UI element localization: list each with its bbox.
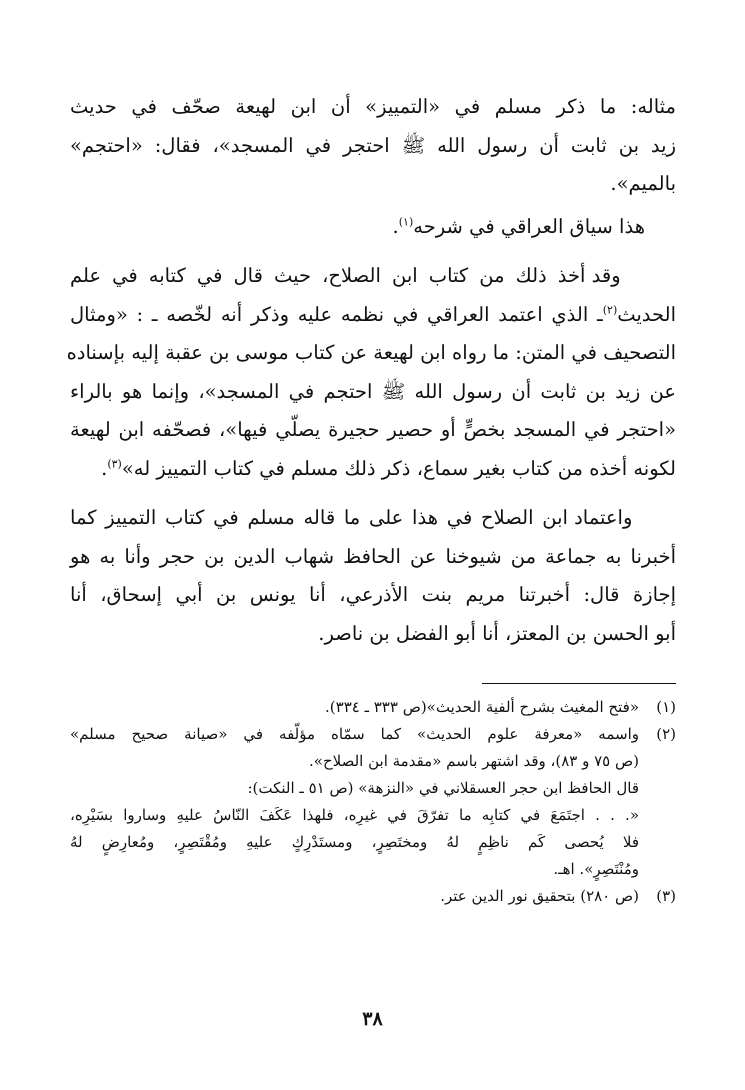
text-segment: لكونه أخذه من كتاب بغير سماع، ذكر ذلك مسلم في كتاب التمييز له» [121, 456, 676, 480]
paragraph-example [70, 88, 676, 204]
text-line [70, 450, 676, 489]
text-line: التصحيف في المتن: ما رواه ابن لهيعة عن كتاب موسى بن عقبة إليه بإسناده [66, 341, 676, 364]
footnote-ref-2: (٢) [602, 303, 618, 316]
text-segment: واعتماد ابن الصلاح في هذا على ما قاله مسلم في كتاب التمييز كما [70, 506, 633, 529]
text-line: أبو الحسن بن المعتز، أنا أبو الفضل بن ناصر. [318, 621, 676, 645]
text-line: بالميم». [610, 172, 676, 195]
text-line: إجازة قال: أخبرتنا مريم بنت الأذرعي، أنا يونس بن أبي إسحاق، أنا [70, 583, 676, 606]
footnote-separator [482, 683, 676, 684]
footnote-ref-3: (٣) [107, 457, 122, 470]
text-line: مثاله: ما ذكر مسلم في «التمييز» أن ابن لهيعة صحّف في حديث [70, 95, 676, 118]
text-segment: الحديث [617, 302, 676, 326]
text-line [70, 296, 676, 335]
footnote-number: (٢) [656, 725, 676, 743]
footnote-number: (٣) [656, 887, 676, 905]
footnote-line: قال الحافظ ابن حجر العسقلاني في «النزهة» (ص ٥١ ـ النكت): [247, 779, 639, 797]
text-line [70, 499, 676, 538]
text-segment: هذا سياق العراقي في شرحه [413, 214, 645, 238]
footnote-line: ومُنْتَصِرٍ». اهـ. [553, 860, 639, 878]
page-number: ٣٨ [362, 1008, 383, 1030]
footnote-line: فلا يُحصى كَم ناظِمٍ لهُ ومختَصِرٍ، ومستَدْرِكٍ عليهِ ومُقْتَصِرٍ، ومُعارِضٍ لهُ [70, 833, 639, 851]
text-line: أخبرنا به جماعة من شيوخنا عن الحافظ شهاب الدين بن حجر وأنا به هو [70, 544, 676, 568]
footnote-ref-1: (١) [398, 215, 414, 228]
footnote-1 [70, 694, 676, 721]
text-segment: . [101, 456, 108, 480]
paragraph-ibn-salah [66, 257, 676, 488]
footnote-line: «فتح المغيث بشرح ألفية الحديث»(ص ٣٣٣ ـ ٣٣٤). [325, 698, 639, 716]
footnote-line: (ص ٧٥ و ٨٣)، وقد اشتهر باسم «مقدمة ابن الصلاح». [309, 752, 639, 770]
text-line: عن زيد بن ثابت أن رسول الله ﷺ احتجم في المسجد»، وإنما هو بالراء [70, 379, 676, 403]
text-line: «احتجر في المسجد بخصٍّ أو حصير حجيرة يصلّي فيها»، فصحّفه ابن لهيعة [70, 418, 676, 441]
text-line [70, 208, 676, 247]
paragraph-iraqi-context [70, 208, 676, 247]
footnote-line: واسمه «معرفة علوم الحديث» كما سمّاه مؤلّفه في «صيانة صحيح مسلم» [70, 725, 639, 743]
text-line [70, 257, 676, 296]
footnote-3 [70, 883, 676, 910]
footnote-2 [70, 721, 676, 883]
text-segment: ـ الذي اعتمد العراقي في نظمه عليه وذكر أنه لخّصه ـ : «ومثال [70, 302, 603, 326]
footnote-line: (ص ٢٨٠) بتحقيق نور الدين عتر. [440, 887, 639, 905]
footnote-number: (١) [656, 698, 676, 716]
text-segment: . [392, 214, 399, 238]
paragraph-isnad [70, 499, 676, 653]
page-content [66, 88, 676, 910]
footnote-line: «. . . اجتَمَعَ في كتابِه ما تفرّقَ في غيرِه، فلهذا عَكَفَ النّاسُ عليهِ وساروا بسَيْرِه، [70, 806, 639, 824]
text-line: زيد بن ثابت أن رسول الله ﷺ احتجر في المسجد»، فقال: «احتجم» [70, 133, 676, 157]
text-segment: وقد أخذ ذلك من كتاب ابن الصلاح، حيث قال في كتابه في علم [70, 264, 621, 287]
